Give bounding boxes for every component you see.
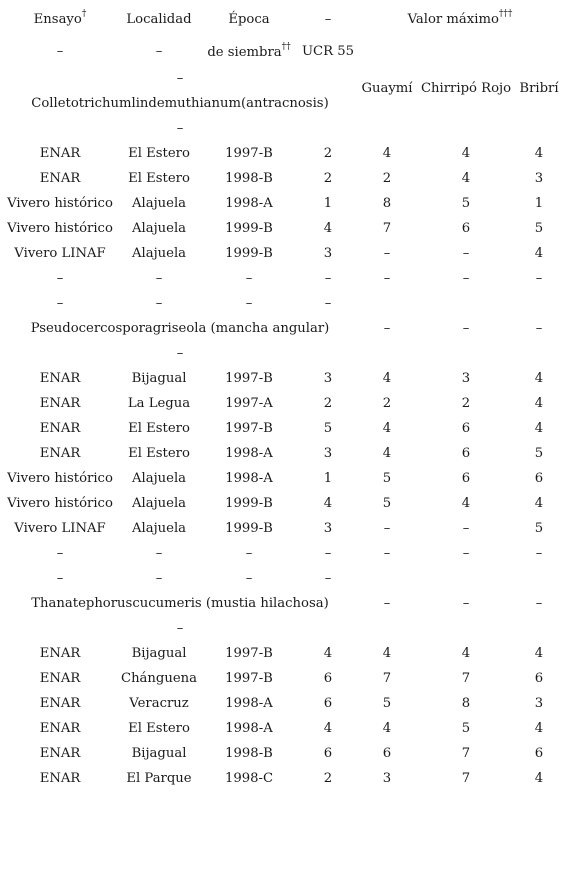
header-valor-maximo: Valor máximo††† (407, 8, 513, 27)
cell-guaymi: 4 (382, 421, 392, 436)
cell-ensayo: ENAR (39, 171, 81, 186)
cell-localidad: Bijagual (131, 746, 187, 761)
section-dash: – (176, 121, 184, 136)
cell-epoca: 1998-A (225, 696, 273, 711)
header-ensayo: Ensayo† (33, 8, 87, 27)
cell-chirripo-rojo: 7 (461, 671, 471, 686)
cell-ucr55: 4 (323, 721, 333, 736)
cell-bribri: 4 (534, 421, 544, 436)
cell-chirripo-rojo: – (462, 246, 470, 261)
cell-epoca: 1997-B (225, 671, 273, 686)
cell-epoca: 1999-B (225, 496, 273, 511)
section-title: Pseudocercosporagriseola (mancha angular) (30, 321, 330, 336)
cell-localidad: El Estero (128, 171, 190, 186)
cell-guaymi: 4 (382, 646, 392, 661)
cell-bribri: 4 (534, 246, 544, 261)
cell-guaymi: 2 (382, 171, 392, 186)
cell-chirripo-rojo: 3 (461, 371, 471, 386)
cell-localidad: Alajuela (131, 246, 187, 261)
cell-ucr55: – (324, 546, 332, 561)
cell-ensayo: ENAR (39, 646, 81, 661)
cell-chirripo-rojo: 6 (461, 446, 471, 461)
cell-bribri: 5 (534, 221, 544, 236)
cell-ensayo: ENAR (39, 421, 81, 436)
cell-guaymi: – (383, 521, 391, 536)
cell-chirripo-rojo: 4 (461, 171, 471, 186)
section-title: Colletotrichumlindemuthianum(antracnosis) (31, 96, 329, 111)
cell-epoca: – (245, 571, 253, 586)
cell-bribri: 6 (534, 671, 544, 686)
cell-ucr55: – (324, 271, 332, 286)
cell-localidad: Alajuela (131, 221, 187, 236)
header-localidad-dash: – (155, 44, 163, 59)
cell-ucr55: 4 (323, 496, 333, 511)
header-guaymi: Guaymí (361, 81, 413, 96)
cell-ucr55: 2 (323, 171, 333, 186)
cell-epoca: – (245, 546, 253, 561)
cell-ensayo: Vivero histórico (7, 471, 113, 486)
header-ucr55: UCR 55 (301, 44, 355, 59)
cell-bribri: 5 (534, 446, 544, 461)
cell-epoca: 1998-B (225, 746, 273, 761)
section-dash: – (383, 596, 391, 611)
header-epoca: Época (228, 12, 270, 27)
cell-ensayo: Vivero LINAF (14, 246, 106, 261)
cell-ucr55: 6 (323, 746, 333, 761)
cell-localidad: Alajuela (131, 496, 187, 511)
cell-chirripo-rojo: 4 (461, 146, 471, 161)
cell-ensayo: ENAR (39, 671, 81, 686)
cell-guaymi: 2 (382, 396, 392, 411)
cell-ucr55: 6 (323, 671, 333, 686)
section-dash: – (462, 596, 470, 611)
cell-guaymi: 7 (382, 221, 392, 236)
cell-ucr55: 6 (323, 696, 333, 711)
cell-localidad: La Legua (127, 396, 191, 411)
cell-guaymi: 4 (382, 721, 392, 736)
cell-ensayo: – (56, 296, 64, 311)
cell-bribri: 4 (534, 771, 544, 786)
cell-localidad: – (155, 571, 163, 586)
cell-guaymi: 6 (382, 746, 392, 761)
cell-epoca: 1998-B (225, 171, 273, 186)
cell-ensayo: ENAR (39, 371, 81, 386)
cell-ensayo: Vivero histórico (7, 221, 113, 236)
cell-localidad: Chánguena (120, 671, 198, 686)
cell-chirripo-rojo: – (462, 546, 470, 561)
cell-localidad: El Estero (128, 146, 190, 161)
cell-bribri: 4 (534, 371, 544, 386)
cell-ucr55: 1 (323, 471, 333, 486)
header-ensayo-dash: – (56, 44, 64, 59)
section-dash: – (535, 321, 543, 336)
cell-guaymi: 4 (382, 146, 392, 161)
cell-ensayo: – (56, 571, 64, 586)
cell-ucr55: 5 (323, 421, 333, 436)
cell-guaymi: 5 (382, 471, 392, 486)
cell-guaymi: 3 (382, 771, 392, 786)
cell-ucr55: 1 (323, 196, 333, 211)
cell-ensayo: ENAR (39, 721, 81, 736)
cell-bribri: 1 (534, 196, 544, 211)
cell-ucr55: – (324, 296, 332, 311)
cell-bribri: 3 (534, 696, 544, 711)
cell-epoca: 1999-B (225, 221, 273, 236)
cell-localidad: Bijagual (131, 646, 187, 661)
cell-guaymi: – (383, 271, 391, 286)
cell-ensayo: ENAR (39, 146, 81, 161)
cell-ensayo: Vivero LINAF (14, 521, 106, 536)
cell-ucr55: 3 (323, 521, 333, 536)
cell-epoca: 1997-B (225, 371, 273, 386)
cell-chirripo-rojo: 8 (461, 696, 471, 711)
cell-ucr55: 4 (323, 646, 333, 661)
cell-bribri: 4 (534, 646, 544, 661)
cell-ensayo: Vivero histórico (7, 496, 113, 511)
cell-localidad: Bijagual (131, 371, 187, 386)
cell-localidad: – (155, 546, 163, 561)
section-dash: – (383, 321, 391, 336)
cell-epoca: 1997-B (225, 646, 273, 661)
cell-guaymi: – (383, 246, 391, 261)
section-dash: – (176, 346, 184, 361)
cell-ucr55: 2 (323, 396, 333, 411)
cell-epoca: 1998-A (225, 196, 273, 211)
cell-ensayo: ENAR (39, 746, 81, 761)
cell-ucr55: 2 (323, 146, 333, 161)
cell-localidad: El Estero (128, 721, 190, 736)
cell-localidad: – (155, 296, 163, 311)
cell-epoca: 1998-A (225, 721, 273, 736)
cell-chirripo-rojo: 4 (461, 496, 471, 511)
cell-bribri: 4 (534, 721, 544, 736)
cell-ucr55: 3 (323, 371, 333, 386)
cell-bribri: 4 (534, 496, 544, 511)
cell-epoca: 1998-A (225, 471, 273, 486)
cell-ensayo: ENAR (39, 696, 81, 711)
cell-ucr55: 3 (323, 246, 333, 261)
cell-ensayo: Vivero histórico (7, 196, 113, 211)
cell-localidad: Alajuela (131, 521, 187, 536)
section-dash: – (176, 621, 184, 636)
cell-bribri: 4 (534, 146, 544, 161)
cell-ensayo: – (56, 271, 64, 286)
cell-ucr55: – (324, 571, 332, 586)
cell-chirripo-rojo: 4 (461, 646, 471, 661)
cell-localidad: El Parque (126, 771, 192, 786)
cell-chirripo-rojo: – (462, 521, 470, 536)
cell-guaymi: 8 (382, 196, 392, 211)
cell-localidad: Alajuela (131, 196, 187, 211)
cell-bribri: – (535, 546, 543, 561)
cell-chirripo-rojo: 6 (461, 421, 471, 436)
cell-guaymi: 7 (382, 671, 392, 686)
cell-ucr55: 3 (323, 446, 333, 461)
cell-localidad: El Estero (128, 446, 190, 461)
cell-guaymi: 4 (382, 446, 392, 461)
cell-epoca: 1998-C (224, 771, 274, 786)
cell-epoca: 1997-B (225, 421, 273, 436)
cell-epoca: 1999-B (225, 521, 273, 536)
header-bribri: Bribrí (519, 81, 559, 96)
cell-bribri: 6 (534, 746, 544, 761)
cell-localidad: – (155, 271, 163, 286)
cell-bribri: 5 (534, 521, 544, 536)
cell-epoca: 1999-B (225, 246, 273, 261)
cell-chirripo-rojo: 6 (461, 471, 471, 486)
cell-localidad: Alajuela (131, 471, 187, 486)
cell-epoca: 1997-B (225, 146, 273, 161)
cell-chirripo-rojo: 7 (461, 746, 471, 761)
cell-bribri: – (535, 271, 543, 286)
cell-epoca: – (245, 296, 253, 311)
cell-chirripo-rojo: 7 (461, 771, 471, 786)
cell-ensayo: ENAR (39, 396, 81, 411)
cell-chirripo-rojo: – (462, 271, 470, 286)
cell-ensayo: ENAR (39, 446, 81, 461)
cell-ucr55: 4 (323, 221, 333, 236)
cell-epoca: 1998-A (225, 446, 273, 461)
cell-localidad: Veracruz (129, 696, 189, 711)
header-chirripo-rojo: Chirripó Rojo (420, 81, 512, 96)
header-dash: – (324, 12, 332, 27)
cell-chirripo-rojo: 6 (461, 221, 471, 236)
cell-localidad: El Estero (128, 421, 190, 436)
cell-chirripo-rojo: 5 (461, 196, 471, 211)
cell-guaymi: 5 (382, 496, 392, 511)
cell-ensayo: – (56, 546, 64, 561)
cell-ensayo: ENAR (39, 771, 81, 786)
cell-epoca: 1997-A (225, 396, 273, 411)
header-localidad: Localidad (126, 12, 192, 27)
section-dash: – (462, 321, 470, 336)
cell-epoca: – (245, 271, 253, 286)
cell-bribri: 6 (534, 471, 544, 486)
cell-ucr55: 2 (323, 771, 333, 786)
cell-guaymi: 5 (382, 696, 392, 711)
section-dash: – (176, 71, 184, 86)
header-epoca-siembra: de siembra†† (207, 41, 291, 60)
cell-bribri: 4 (534, 396, 544, 411)
section-dash: – (535, 596, 543, 611)
cell-guaymi: – (383, 546, 391, 561)
cell-chirripo-rojo: 2 (461, 396, 471, 411)
section-title: Thanatephoruscucumeris (mustia hilachosa) (31, 596, 329, 611)
cell-bribri: 3 (534, 171, 544, 186)
cell-chirripo-rojo: 5 (461, 721, 471, 736)
cell-guaymi: 4 (382, 371, 392, 386)
